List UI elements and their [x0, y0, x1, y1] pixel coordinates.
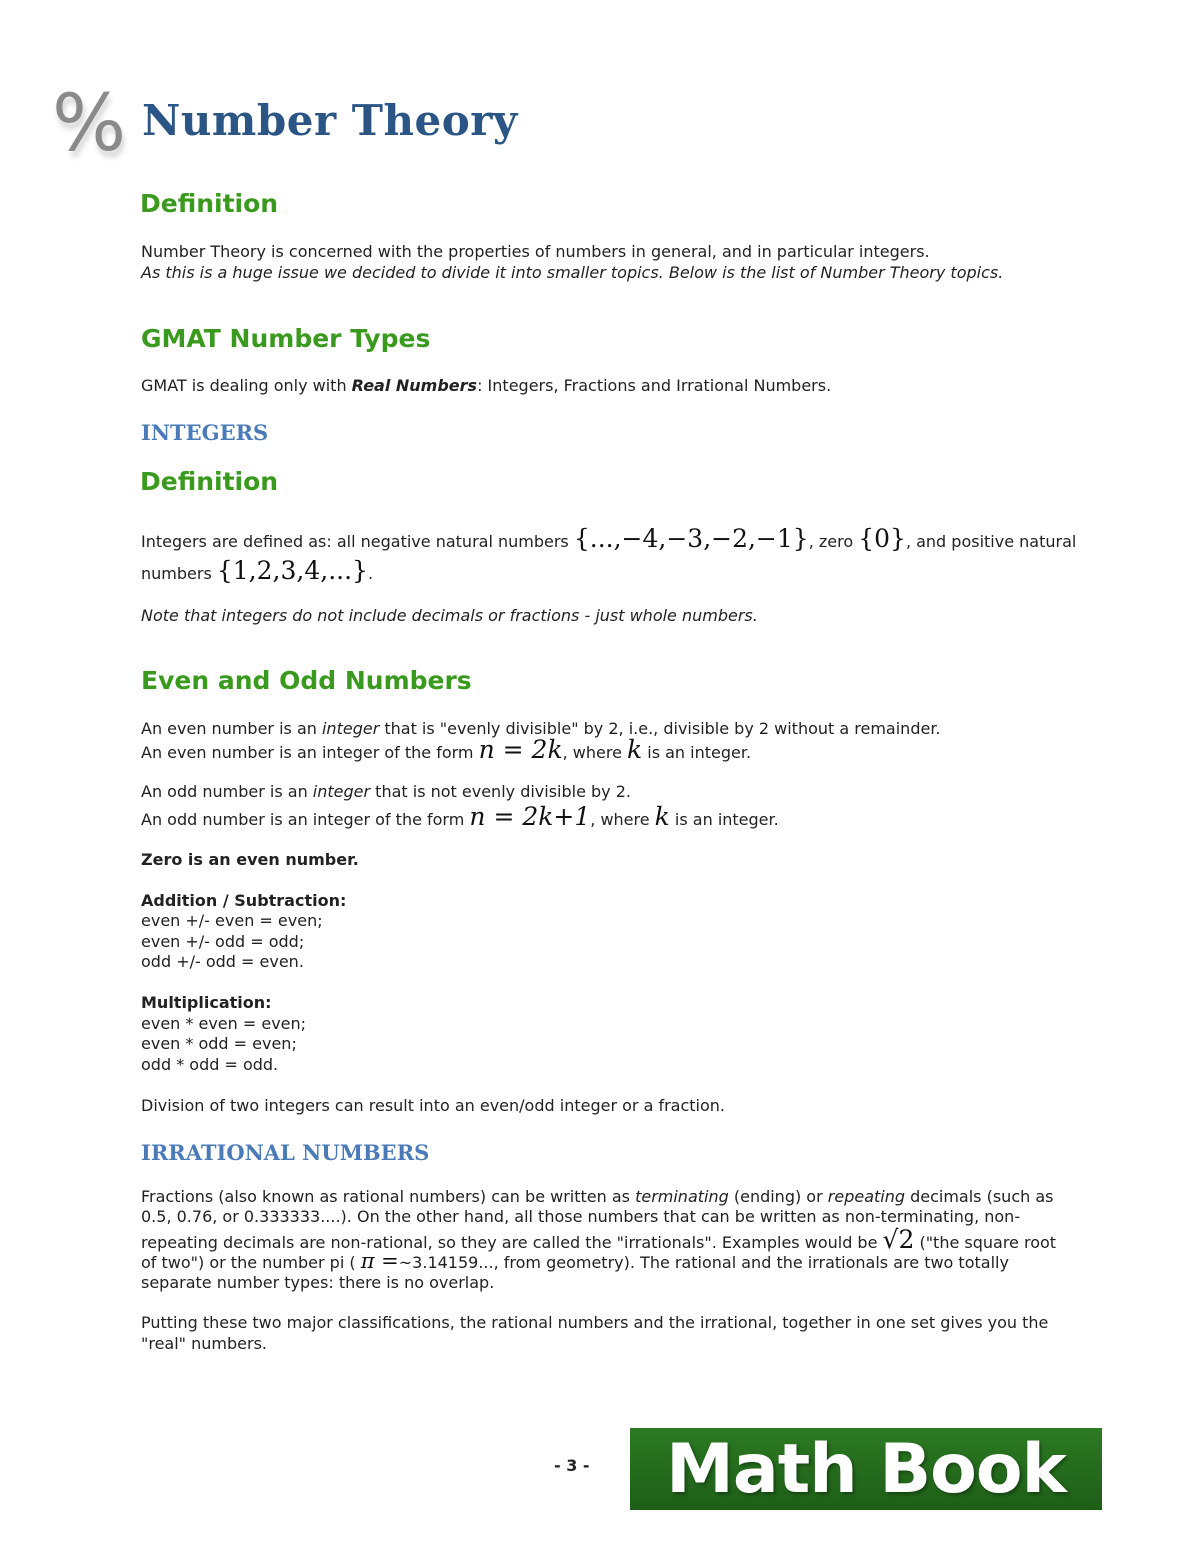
percent-icon: %	[52, 79, 127, 169]
even-line-1: An even number is an integer that is "evenly divisible" by 2, i.e., divisible by 2 without a remainder.	[141, 719, 941, 738]
multiplication-rule: even * even = even;	[141, 1014, 307, 1033]
irrational-line-4: of two") or the number pi ( π =~3.14159..., from geometry). The rational and the irrationals are two totally	[141, 1249, 1009, 1273]
irrational-line-2: 0.5, 0.76, or 0.333333....). On the other hand, all those numbers that can be written as non-terminating, non-	[141, 1207, 1021, 1226]
math-book-logo	[630, 1428, 1102, 1510]
multiplication-rule: odd * odd = odd.	[141, 1055, 279, 1074]
irrational-heading: IRRATIONAL NUMBERS	[141, 1140, 430, 1165]
real-numbers-line-1: Putting these two major classifications, the rational numbers and the irrational, together in one set gives you the	[141, 1313, 1049, 1332]
number-types-heading: GMAT Number Types	[141, 324, 431, 353]
addition-rule: odd +/- odd = even.	[141, 952, 304, 971]
division-statement: Division of two integers can result into an even/odd integer or a fraction.	[141, 1096, 725, 1115]
irrational-line-5: separate number types: there is no overlap.	[141, 1273, 495, 1292]
page-number: - 3 -	[554, 1456, 590, 1475]
multiplication-rule: even * odd = even;	[141, 1034, 297, 1053]
even-line-2: An even number is an integer of the form n = 2k, where k is an integer.	[141, 735, 752, 764]
addition-rule: even +/- odd = odd;	[141, 932, 305, 951]
integers-heading: INTEGERS	[141, 420, 269, 445]
integers-definition-heading: Definition	[140, 467, 279, 496]
odd-line-2: An odd number is an integer of the form n = 2k+1, where k is an integer.	[141, 802, 779, 831]
zero-set: {0}	[858, 524, 906, 553]
zero-even-statement: Zero is an even number.	[141, 850, 359, 869]
negative-integers-set: {...,−4,−3,−2,−1}	[573, 524, 809, 553]
real-numbers-line-2: "real" numbers.	[141, 1334, 267, 1353]
integers-line-1: Integers are defined as: all negative natural numbers {...,−4,−3,−2,−1}, zero {0}, and positive natural	[141, 524, 1077, 553]
addition-rule: even +/- even = even;	[141, 911, 323, 930]
even-k-var: k	[627, 735, 643, 764]
odd-line-1: An odd number is an integer that is not evenly divisible by 2.	[141, 782, 631, 801]
pi-symbol: π =	[360, 1249, 399, 1273]
irrational-line-3: repeating decimals are non-rational, so they are called the "irrationals". Examples would be √2 ("the square root	[141, 1225, 1057, 1254]
definition-line-1: Number Theory is concerned with the properties of numbers in general, and in particular integers.	[141, 242, 930, 261]
odd-formula: n = 2k+1	[469, 802, 591, 831]
even-formula: n = 2k	[478, 735, 563, 764]
odd-k-var: k	[654, 802, 670, 831]
irrational-line-1: Fractions (also known as rational numbers) can be written as terminating (ending) or repeating decimals (such as	[141, 1187, 1054, 1206]
sqrt-two: √2	[882, 1225, 915, 1254]
definition-heading: Definition	[140, 189, 279, 218]
logo-text: Math Book	[666, 1429, 1066, 1509]
multiplication-heading: Multiplication:	[141, 993, 272, 1012]
definition-line-2: As this is a huge issue we decided to divide it into smaller topics. Below is the list of Number Theory topics.	[141, 263, 1004, 282]
integers-note: Note that integers do not include decimals or fractions - just whole numbers.	[141, 606, 758, 625]
addition-heading: Addition / Subtraction:	[141, 891, 347, 910]
page-title: Number Theory	[142, 96, 518, 145]
integers-line-2: numbers {1,2,3,4,...}.	[141, 556, 374, 585]
number-types-text: GMAT is dealing only with Real Numbers: Integers, Fractions and Irrational Numbers.	[141, 376, 832, 395]
positive-integers-set: {1,2,3,4,...}	[216, 556, 368, 585]
even-odd-heading: Even and Odd Numbers	[141, 666, 472, 695]
